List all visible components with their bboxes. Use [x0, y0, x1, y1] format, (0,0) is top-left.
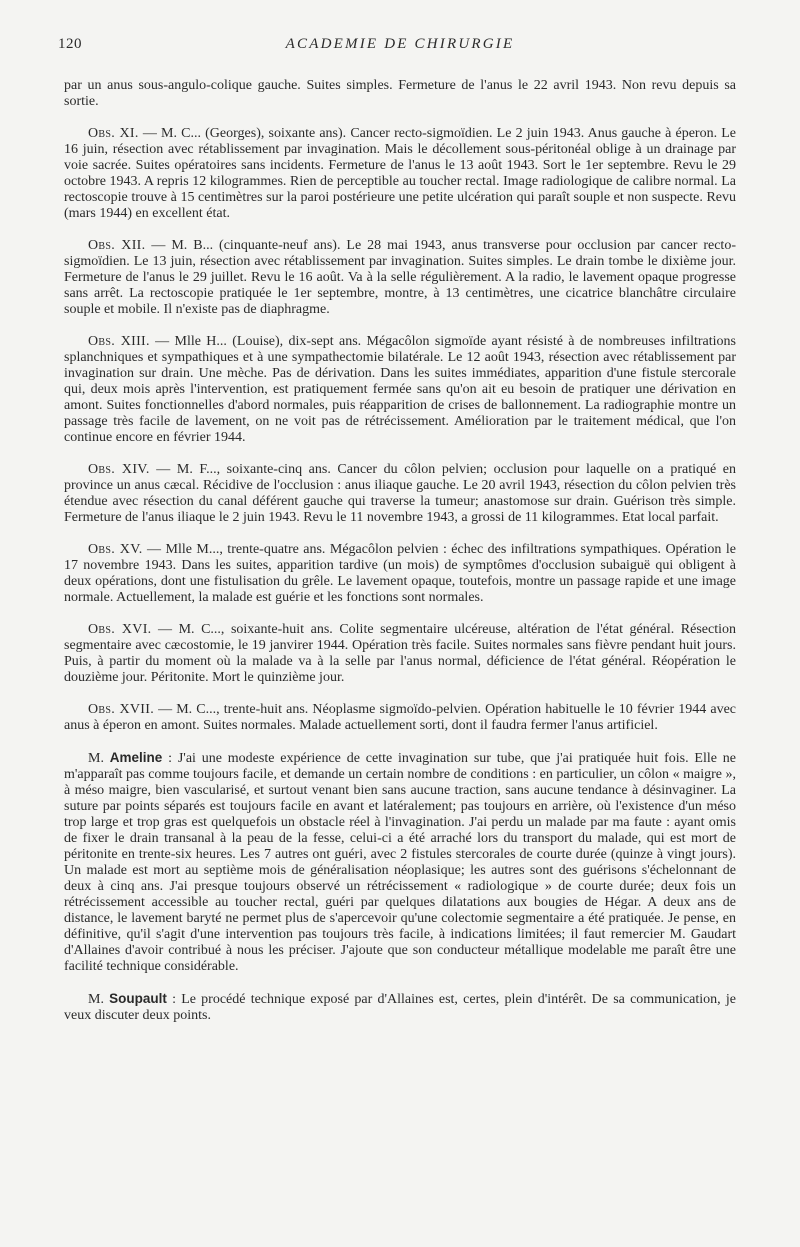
observation-label: Obs. XV. [88, 542, 143, 557]
observation-xiii [64, 334, 736, 446]
speaker-text: : Le procédé technique exposé par d'Allaines est, certes, plein d'intérêt. De sa communication, je veux discuter deux points. [64, 992, 736, 1023]
observation-label: Obs. XIV. [88, 462, 150, 477]
observation-text: — M. C... (Georges), soixante ans). Cancer recto-sigmoïdien. Le 2 juin 1943. Anus gauche à éperon. Le 16 juin, résection avec rétablissement par invagination. Mais le décollement sous-péritonéal oblige à un drainage par voie sacrée. Suites opératoires sans incidents. Fermeture de l'anus le 13 août 1943. Sort le 1er septembre. Revu le 29 octobre 1943. A repris 12 kilogrammes. Rien de perceptible au toucher rectal. Image radiologique de calibre normal. La rectoscopie trouve à 15 centimètres sur la paroi postérieure une petite ulcération qui paraît souple et non suspecte. Revu (mars 1944) en excellent état. [64, 126, 737, 221]
speaker-prefix: M. [88, 992, 110, 1007]
speaker-name: Ameline [109, 750, 163, 765]
observation-xvi [64, 622, 736, 686]
observation-text: — M. B... (cinquante-neuf ans). Le 28 mai 1943, anus transverse pour occlusion par cancer recto-sigmoïdien. Le 13 juin, résection avec rétablissement par invagination. Suites simples. Le drain tombe le dixième jour. Fermeture de l'anus le 29 juillet. Revu le 16 août. Va à la selle régulièrement. A la radio, le lavement opaque progresse sans arrêt. La rectoscopie pratiquée le 1er septembre, montre, à 13 centimètres, une cicatrice blanchâtre circulaire souple et mobile. Il n'existe pas de diaphragme. [64, 238, 736, 317]
speaker-text: : J'ai une modeste expérience de cette invagination sur tube, que j'ai pratiquée huit fois. Elle ne m'apparaît pas comme toujours facile, et demande un certain nombre de conditions : en particulier, un côlon « maigre », à méso maigre, bien vascularisé, et surtout venant bien sans aucune traction, sans aucune tendance à désinvaginer. La suture par points séparés est toujours facile en avant et latéralement; pas toujours en arrière, où l'existence d'un méso trop large et trop gras est quelquefois un obstacle réel à l'invagination. J'ai perdu un malade par ma faute : ayant omis de fixer le drain transanal à la peau de la fesse, celui-ci a été arraché lors du transport du malade, qui est mort de péritonite en trente-six heures. Les 7 autres ont guéri, avec 2 fistules stercorales de courte durée (quinze à vingt jours). Un malade est mort au septième mois de généralisation néoplasique; les autres sont des guérisons s'échelonnant de deux à cinq ans. J'ai presque toujours observé un rétrécissement « radiologique » de courte durée; deux fois un rétrécissement accessible au toucher rectal, guéri par quelques dilatations aux bougies de Hégar. A deux ans de distance, le lavement baryté ne permet plus de s'apercevoir qu'une colectomie segmentaire a été pratiquée. Je pense, en définitive, qu'il s'agit d'une intervention pas toujours très facile, à indications limitées; il faut remercier M. Gaudart d'Allaines d'avoir contribué à nous les préciser. J'ajoute que son conducteur métallique modelable me paraît être une facilité technique considérable. [64, 751, 737, 974]
observation-label: Obs. XVII. [88, 702, 154, 717]
observation-text: — Mlle M..., trente-quatre ans. Mégacôlon pelvien : échec des infiltrations sympathiques. Opération le 17 novembre 1943. Dans les suites, apparition tardive (un mois) de symptômes d'occlusion subaiguë qui obligent à deux opérations, dont une fistulisation du grêle. Le lavement opaque, toutefois, montre un passage rapide et une image normale. Actuellement, la malade est guérie et les fonctions sont normales. [64, 542, 736, 605]
observation-xiv [64, 462, 736, 526]
page-header [0, 36, 800, 60]
article-body [64, 78, 736, 1040]
discussion-ameline [64, 750, 736, 975]
observation-text: — Mlle H... (Louise), dix-sept ans. Mégacôlon sigmoïde ayant résisté à de nombreuses infiltrations splanchniques et sympathiques et à une sympathectomie bilatérale. Le 12 août 1943, résection avec rétablissement par invagination sur drain. Une mèche. Pas de dérivation. Dans les suites immédiates, apparition d'une fistule stercorale qui, deux mois après l'intervention, est pratiquement fermée sans qu'on ait eu besoin de pratiquer une dérivation en amont. Suites fonctionnelles d'abord normales, puis réapparition de crises de ballonnement. La radiographie montre un passage très facile de lavement, on ne voit pas de rétrécissement. Amélioration par le traitement médical, que l'on continue encore en février 1944. [64, 334, 736, 445]
observation-label: Obs. XVI. [88, 622, 152, 637]
observation-text: — M. F..., soixante-cinq ans. Cancer du côlon pelvien; occlusion pour laquelle on a pratiqué en province un anus cæcal. Récidive de l'occlusion : anus iliaque gauche. Le 20 avril 1943, résection du côlon pelvien très étendue avec résection du canal déférent gauche qui traverse la tumeur; anastomose sur drain. Guérison très simple. Fermeture de l'anus iliaque le 2 juin 1943. Revu le 11 novembre 1943, a grossi de 11 kilogrammes. Etat local parfait. [64, 462, 736, 525]
speaker-name: Soupault [109, 991, 167, 1006]
observation-xv [64, 542, 736, 606]
observation-label: Obs. XII. [88, 238, 146, 253]
observation-label: Obs. XI. [88, 126, 139, 141]
observation-xii [64, 238, 736, 318]
paragraph-continuation: par un anus sous-angulo-colique gauche. Suites simples. Fermeture de l'anus le 22 avril 1943. Non revu depuis sa sortie. [64, 78, 736, 109]
observation-xvii [64, 702, 736, 734]
discussion-soupault [64, 991, 736, 1024]
page-number: 120 [58, 36, 82, 52]
observation-xi [64, 126, 736, 222]
observation-text: — M. C..., soixante-huit ans. Colite segmentaire ulcéreuse, altération de l'état général. Résection segmentaire avec cæcostomie, le 19 janvirer 1944. Opération très facile. Suites normales sans fièvre pendant huit jours. Puis, à partir du moment où la malade va à la selle par l'anus normal, déficience de l'état général. Réopération le douzième jour. Péritonite. Mort le quinzième jour. [64, 622, 736, 685]
speaker-prefix: M. [88, 751, 110, 766]
observation-text: — M. C..., trente-huit ans. Néoplasme sigmoïdo-pelvien. Opération habituelle le 10 février 1944 avec anus à éperon en amont. Suites normales. Malade actuellement sorti, dont il faudra fermer l'anus artificiel. [64, 702, 736, 733]
running-title: ACADEMIE DE CHIRURGIE [285, 36, 515, 52]
observation-label: Obs. XIII. [88, 334, 150, 349]
